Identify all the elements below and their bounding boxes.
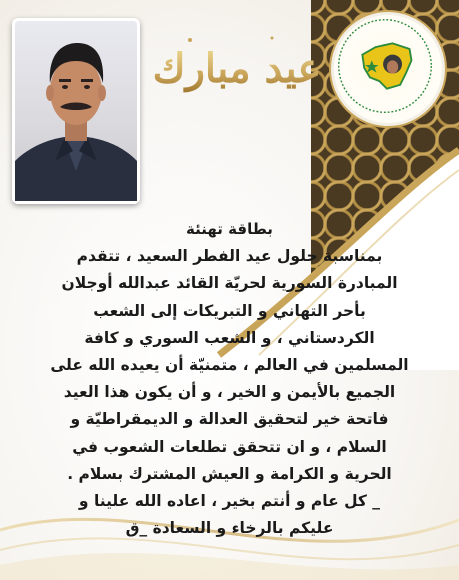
message-line: الحرية و الكرامة و العيش المشترك بسلام .: [67, 464, 392, 483]
portrait-illustration: [15, 21, 137, 201]
svg-text:عيد مبارك: عيد مبارك: [152, 45, 322, 92]
message-line: بأحر التهاني و التبريكات إلى الشعب: [93, 301, 366, 320]
message-line: فاتحة خير لتحقيق العدالة و الديمقراطيّة و: [70, 410, 389, 429]
card-title: بطاقة تهنئة: [186, 220, 273, 238]
message-line: بمناسبة حلول عيد الفطر السعيد ، تتقدم: [76, 247, 383, 266]
congratulation-message: [8, 216, 451, 542]
syrian-initiative-logo: [331, 12, 445, 126]
leader-portrait-photo: [15, 21, 137, 201]
portrait-frame: [12, 18, 140, 204]
message-line: الجميع بالأيمن و الخير ، و أن يكون هذا العيد: [63, 383, 396, 402]
message-line: الكردستاني ، و الشعب السوري و كافة: [84, 328, 375, 347]
message-line: المبادرة السورية لحريّة القائد عبدالله أوجلان: [61, 274, 398, 293]
eid-mubarak-calligraphy: [152, 20, 322, 115]
message-line: عليكم بالرخاء و السعادة _ق: [125, 519, 334, 538]
logo-emblem: [334, 15, 436, 117]
message-line: _ كل عام و أنتم بخير ، اعاده الله علينا و: [78, 492, 381, 511]
message-line: المسلمين في العالم ، متمنيّة أن يعيده الله على: [50, 356, 409, 375]
message-line: السلام ، و ان تتحقق تطلعات الشعوب في: [72, 437, 387, 456]
